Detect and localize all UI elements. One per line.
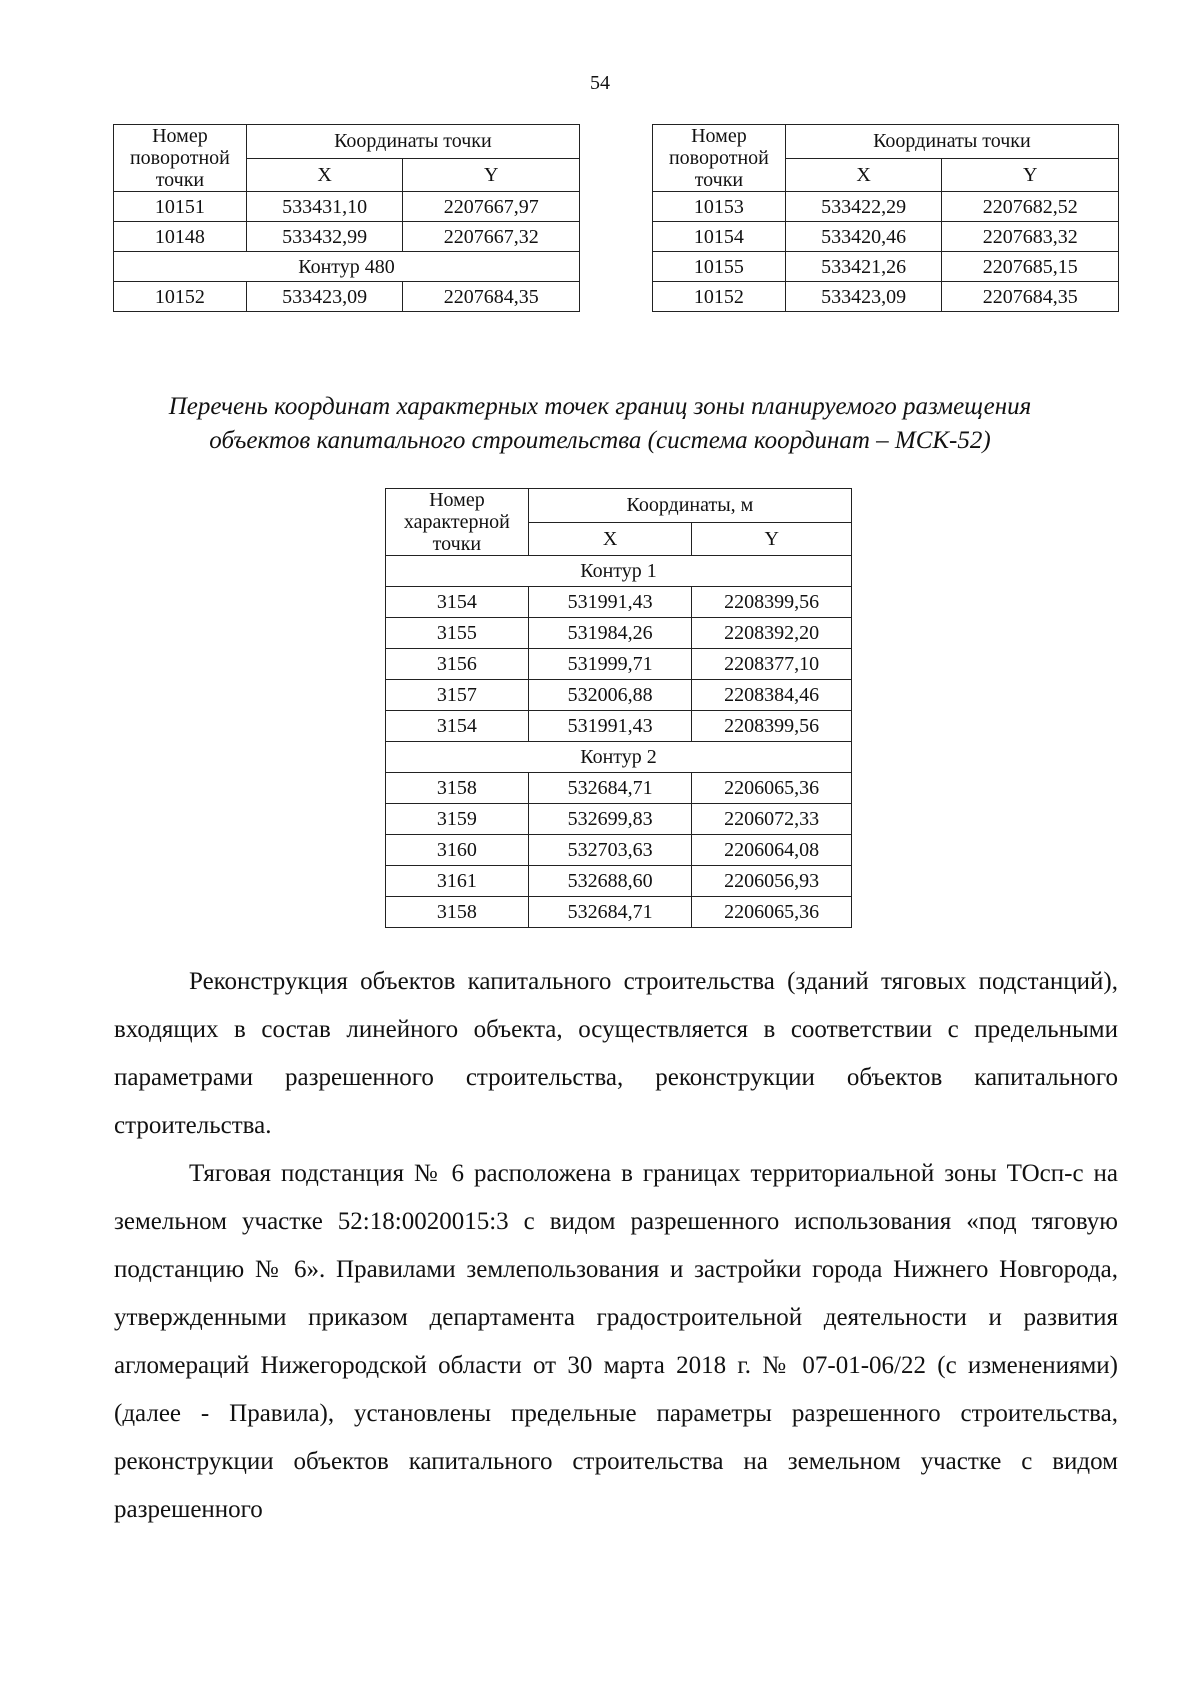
paragraph: Реконструкция объектов капитального строительства (зданий тяговых подстанций), входящих в состав линейного объекта, осуществляется в соответствии с предельными параметрами разрешенного строительства, реконструкции объектов капитального строительства.: [114, 968, 1118, 1139]
cell-y: 2208399,56: [692, 587, 852, 618]
cell-y: 2208384,46: [692, 680, 852, 711]
cell-point-number: 10154: [653, 222, 786, 252]
table-row: [386, 804, 852, 835]
cell-y: 2206064,08: [692, 835, 852, 866]
paragraph: Тяговая подстанция № 6 расположена в границах территориальной зоны ТОсп-с на земельном участке 52:18:0020015:3 с видом разрешенного использования «под тяговую подстанцию № 6». Правилами землепользования и застройки города Нижнего Новгорода, утвержденными приказом департамента градостроительной деятельности и развития агломераций Нижегородской области от 30 марта 2018 г. № 07-01-06/22 (с изменениями) (далее - Правила), установлены предельные параметры разрешенного строительства, реконструкции объектов капитального строительства на земельном участке с видом разрешенного: [114, 1160, 1118, 1523]
caption-line-1: Перечень координат характерных точек границ зоны планируемого размещения: [168, 393, 1032, 420]
cell-y: 2206065,36: [692, 897, 852, 928]
cell-x: 532006,88: [528, 680, 692, 711]
coordinates-table-left: [113, 124, 580, 312]
cell-point-number: 10151: [114, 192, 247, 222]
header-y: Y: [692, 522, 852, 556]
table-row: [386, 649, 852, 680]
cell-point-number: 3159: [386, 804, 529, 835]
cell-point-number: 10148: [114, 222, 247, 252]
header-x: X: [246, 158, 403, 192]
cell-x: 531984,26: [528, 618, 692, 649]
header-x: X: [528, 522, 692, 556]
contour-2-label: Контур 2: [386, 742, 852, 773]
cell-point-number: 10155: [653, 252, 786, 282]
cell-point-number: 3158: [386, 897, 529, 928]
header-coordinates: Координаты, м: [528, 489, 851, 523]
cell-point-number: 10153: [653, 192, 786, 222]
table-row: [653, 192, 1119, 222]
coordinates-table-right: [652, 124, 1119, 312]
cell-y: 2207683,32: [942, 222, 1119, 252]
cell-y: 2208392,20: [692, 618, 852, 649]
table-row: [653, 282, 1119, 312]
cell-point-number: 3161: [386, 866, 529, 897]
cell-x: 531991,43: [528, 711, 692, 742]
cell-point-number: 3154: [386, 587, 529, 618]
header-coordinates: Координаты точки: [246, 125, 579, 159]
table-row: [386, 773, 852, 804]
table-row: [386, 835, 852, 866]
cell-y: 2207682,52: [942, 192, 1119, 222]
table-row: [386, 618, 852, 649]
cell-x: 532684,71: [528, 773, 692, 804]
contour-label: Контур 480: [114, 252, 580, 282]
table-row: [386, 897, 852, 928]
cell-point-number: 3156: [386, 649, 529, 680]
cell-y: 2208377,10: [692, 649, 852, 680]
cell-y: 2207685,15: [942, 252, 1119, 282]
header-point-number: Номер поворотной точки: [653, 125, 786, 192]
page-number: 54: [590, 72, 610, 94]
cell-x: 533432,99: [246, 222, 403, 252]
caption-line-2: объектов капитального строительства (система координат – МСК-52): [209, 427, 991, 454]
table-row: [386, 711, 852, 742]
cell-x: 532684,71: [528, 897, 692, 928]
cell-x: 533422,29: [785, 192, 942, 222]
table-row: [114, 222, 580, 252]
table-row: [653, 222, 1119, 252]
cell-y: 2208399,56: [692, 711, 852, 742]
header-coordinates: Координаты точки: [785, 125, 1118, 159]
cell-x: 533423,09: [785, 282, 942, 312]
table-row: [114, 282, 580, 312]
table-caption: [100, 390, 1100, 458]
cell-y: 2206056,93: [692, 866, 852, 897]
cell-x: 533420,46: [785, 222, 942, 252]
table-row: [386, 680, 852, 711]
cell-x: 533421,26: [785, 252, 942, 282]
table-row: [386, 866, 852, 897]
cell-point-number: 3160: [386, 835, 529, 866]
cell-point-number: 3155: [386, 618, 529, 649]
header-y: Y: [942, 158, 1119, 192]
cell-y: 2206072,33: [692, 804, 852, 835]
cell-point-number: 3154: [386, 711, 529, 742]
table-row: [653, 252, 1119, 282]
cell-x: 533423,09: [246, 282, 403, 312]
contour-1-label: Контур 1: [386, 556, 852, 587]
table-row: [114, 192, 580, 222]
cell-x: 532688,60: [528, 866, 692, 897]
cell-x: 531999,71: [528, 649, 692, 680]
characteristic-points-table: [385, 488, 852, 928]
cell-x: 532703,63: [528, 835, 692, 866]
header-point-number: Номер характерной точки: [386, 489, 529, 556]
cell-point-number: 10152: [653, 282, 786, 312]
cell-point-number: 3157: [386, 680, 529, 711]
cell-x: 533431,10: [246, 192, 403, 222]
cell-point-number: 3158: [386, 773, 529, 804]
header-point-number: Номер поворотной точки: [114, 125, 247, 192]
header-y: Y: [403, 158, 580, 192]
cell-y: 2207667,32: [403, 222, 580, 252]
table-row: [386, 587, 852, 618]
cell-x: 532699,83: [528, 804, 692, 835]
body-text: [114, 958, 1118, 1534]
cell-point-number: 10152: [114, 282, 247, 312]
cell-y: 2207667,97: [403, 192, 580, 222]
cell-y: 2206065,36: [692, 773, 852, 804]
cell-x: 531991,43: [528, 587, 692, 618]
cell-y: 2207684,35: [403, 282, 580, 312]
header-x: X: [785, 158, 942, 192]
cell-y: 2207684,35: [942, 282, 1119, 312]
